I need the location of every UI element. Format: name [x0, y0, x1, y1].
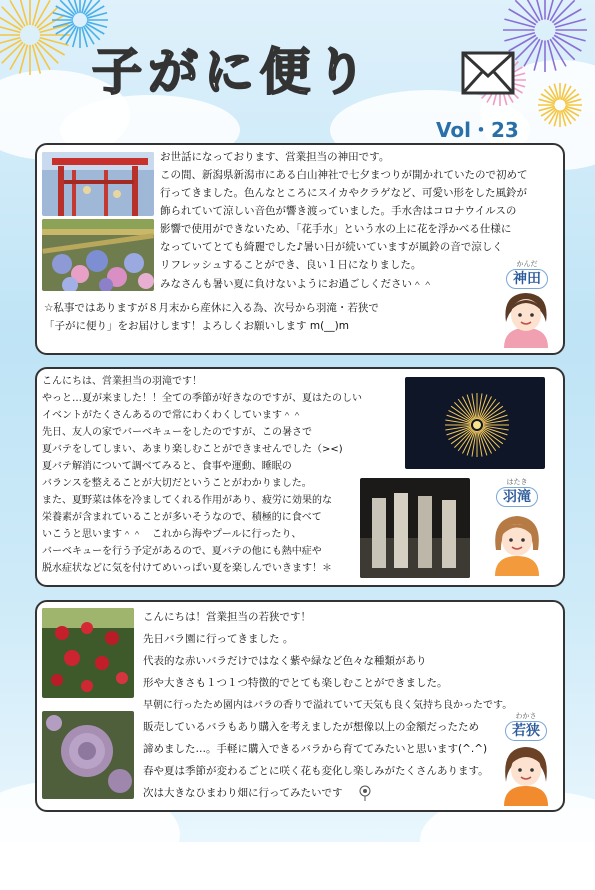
- author-badge-hataki: [487, 478, 547, 506]
- purple-rose-photo: [42, 711, 134, 799]
- author-name: 羽滝: [496, 487, 538, 507]
- section3-line: 形や大きさも１つ１つ特徴的でとても楽しむことができました。: [143, 677, 448, 689]
- section2-line: 栄養素が含まれていることが多いそうなので、積極的に食べて: [42, 512, 322, 523]
- section2-line: 先日、友人の家でバーベキューをしたのですが、この暑さで: [42, 427, 312, 438]
- firework-ray: [20, 45, 28, 74]
- sunflower-icon: [358, 785, 372, 801]
- author-ruby: はたき: [506, 478, 528, 486]
- avatar-wakasa: [496, 742, 556, 806]
- section3-line: 次は大きなひまわり畑に行ってみたいです: [143, 787, 343, 799]
- section1-line: 影響で使用ができないため、「花手水」という水の上に花を浮かべる仕様に: [160, 223, 512, 235]
- firework-ray: [33, 0, 41, 25]
- hanachozu-photo: [42, 219, 154, 291]
- author-name: 神田: [506, 269, 548, 289]
- section3-line: 代表的な赤いバラだけではなく紫や緑など色々な種類があり: [143, 655, 427, 667]
- festival-photo: [42, 152, 154, 216]
- firework-ray: [20, 0, 28, 25]
- author-ruby: かんだ: [516, 260, 538, 268]
- firework-ray: [33, 45, 41, 74]
- section3-line: 先日バラ園に行ってきました 。: [143, 633, 294, 645]
- firework-ray: [504, 33, 534, 41]
- firework-ray: [40, 38, 69, 46]
- bbq-photo: [360, 478, 470, 578]
- section3-line: 春や夏は季節が変わるごとに咲く花も変化し楽しみがたくさんあります。: [143, 765, 489, 777]
- section1-line: この間、新潟県新潟市にある白山神社で七夕まつりが開かれていたので初めて: [160, 169, 528, 181]
- section3-line: こんにちは！営業担当の若狭です！: [143, 611, 311, 623]
- newsletter-title: 子がに便り: [92, 43, 372, 101]
- section3-line: 販売しているバラもあり購入を考えましたが想像以上の金額だったため: [143, 721, 479, 733]
- section2-line: バランスを整えることが大切だということがわかりました。: [42, 478, 312, 489]
- fireworks-photo: [405, 377, 545, 469]
- section2-line: また、夏野菜は体を冷ましてくれる作用があり、疲労に効果的な: [42, 495, 332, 506]
- author-badge-kanda: [497, 260, 557, 288]
- firework-ray: [555, 19, 585, 27]
- envelope-icon: [460, 50, 516, 96]
- section3-line: 早朝に行ったため園内はバラの香りで溢れていて天気も良く気持ち良かったです。: [143, 700, 513, 711]
- section2-line: 夏バテ解消について調べてみると、食事や運動、睡眠の: [42, 461, 292, 472]
- section2-line: やっと…夏が来ました！！全ての季節が好きなのですが、夏はたのしい: [42, 393, 362, 404]
- section1-line: みなさんも暑い夏に負けないようにお過ごしください＾＾: [160, 278, 433, 290]
- author-name: 若狭: [505, 721, 547, 741]
- section2-line: 脱水症状などに気を付けてめいっぱい夏を楽しんでいきます！＊: [42, 563, 332, 574]
- red-rose-photo: [42, 608, 134, 698]
- section2-line: こんにちは、営業担当の羽滝です！: [42, 376, 202, 387]
- section1-line: 飾られていて涼しい音色が響き渡っていました。手水舎はコロナウイルスの: [160, 205, 517, 217]
- volume-number: Vol・23: [436, 118, 519, 142]
- firework-ray: [504, 19, 534, 27]
- firework-ray: [555, 33, 585, 41]
- section2-line: いこうと思います＾＾ これから海やプールに行ったり、: [42, 529, 302, 540]
- newsletter-title-area: [92, 42, 512, 112]
- firework-ray: [534, 40, 542, 70]
- section1-line: 行ってきました。色んなところにスイカやクラゲなど、可愛い形をした風鈴が: [160, 187, 527, 199]
- section3-line: 諦めました…。手軽に購入できるバラから育ててみたいと思います(^.^): [143, 743, 488, 755]
- author-ruby: わかさ: [515, 712, 537, 720]
- section1-line: お世話になっております、営業担当の神田です。: [160, 151, 390, 163]
- avatar-hataki: [487, 510, 547, 576]
- section1-line: リフレッシュすることができ、良い１日になりました。: [160, 259, 422, 271]
- section1-footer-line: ☆私事ではありますが８月末から産休に入る為、次号から羽滝・若狭で: [44, 302, 379, 314]
- avatar-kanda: [496, 288, 556, 348]
- section1-line: なっていてとても綺麗でした♪暑い日が続いていますが風鈴の音で涼しく: [160, 241, 503, 253]
- author-badge-wakasa: [496, 712, 556, 740]
- section1-footer-line: 「子がに便り」をお届けします！よろしくお願いします m(__)m: [44, 320, 349, 332]
- section2-line: 夏バテをしてしまい、あまり楽しむことができませんでした（><): [42, 444, 343, 455]
- section2-line: イベントがたくさんあるので常にわくわくしています＾＾: [42, 410, 302, 421]
- section2-line: バーベキューを行う予定があるので、夏バテの他にも熱中症や: [42, 546, 322, 557]
- firework-ray: [548, 40, 556, 70]
